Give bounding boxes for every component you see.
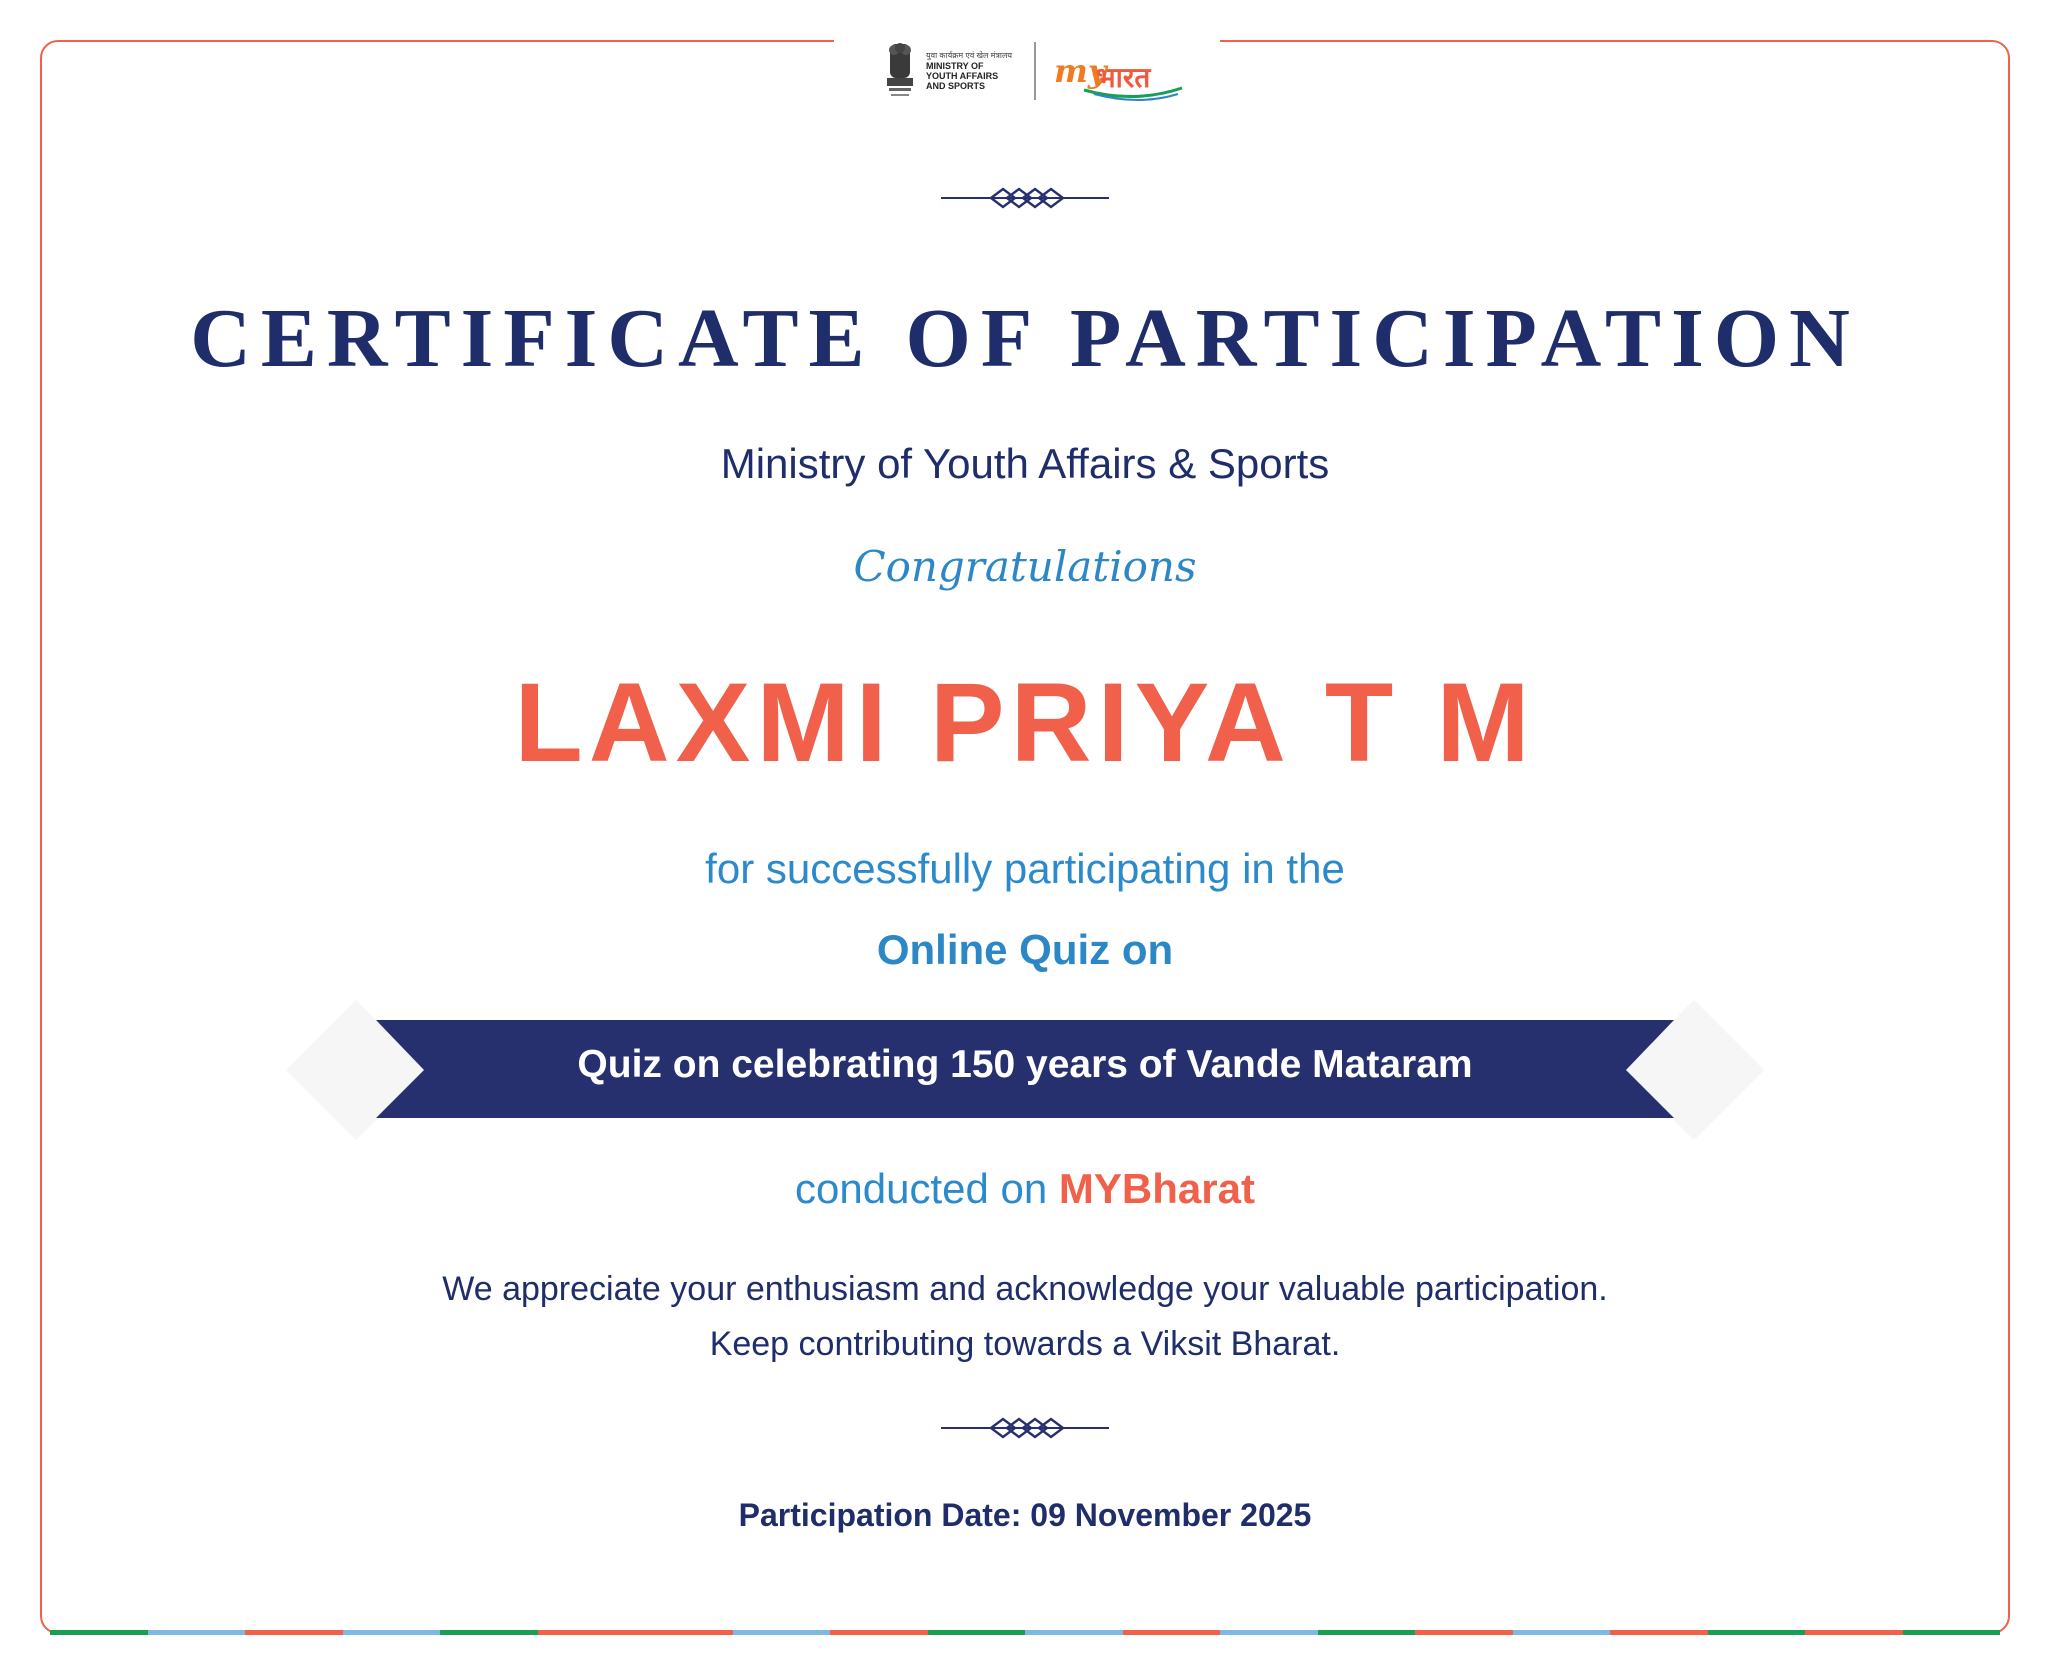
national-emblem-icon [882,40,918,102]
event-type: Online Quiz on [876,926,1174,973]
mybharat-swoosh-icon [1054,82,1184,102]
appreciation-line-1: We appreciate your enthusiasm and acknowledge your valuable participation. [442,1270,1608,1308]
mybharat-logo-bharat: भारत [1096,61,1151,94]
conducted-platform: MYBharat [1058,1165,1255,1212]
ministry-logo-hindi: युवा कार्यक्रम एवं खेल मंत्रालय [926,51,1013,60]
event-ribbon [286,1000,1764,1140]
ministry-logo-english: MINISTRY OF YOUTH AFFAIRS AND SPORTS [926,61,999,91]
participating-text: for successfully participating in the [705,845,1345,892]
conducted-line [40,1165,2010,1213]
ornament-divider-top-icon [941,183,1109,213]
ornament-divider-bottom-icon [941,1413,1109,1443]
appreciation-line-2: Keep contributing towards a Viksit Bharat. [709,1325,1341,1363]
certificate-border [40,40,2010,1634]
event-name: Quiz on celebrating 150 years of Vande Mataram [577,1043,1473,1086]
bottom-color-stripe [50,1630,2000,1635]
participation-date: Participation Date: 09 November 2025 [738,1497,1312,1533]
ministry-logo-text [926,51,1016,91]
header-logos [882,38,1184,104]
recipient-name: LAXMI PRIYA T M [514,660,1536,785]
congratulations-text: Congratulations [853,542,1197,591]
mybharat-logo [1054,38,1184,104]
ministry-name: Ministry of Youth Affairs & Sports [720,440,1330,487]
mybharat-logo-my: my [1054,52,1107,90]
logo-separator [1034,42,1036,100]
certificate-title: CERTIFICATE OF PARTICIPATION [190,292,1860,385]
conducted-prefix: conducted on [795,1165,1048,1212]
